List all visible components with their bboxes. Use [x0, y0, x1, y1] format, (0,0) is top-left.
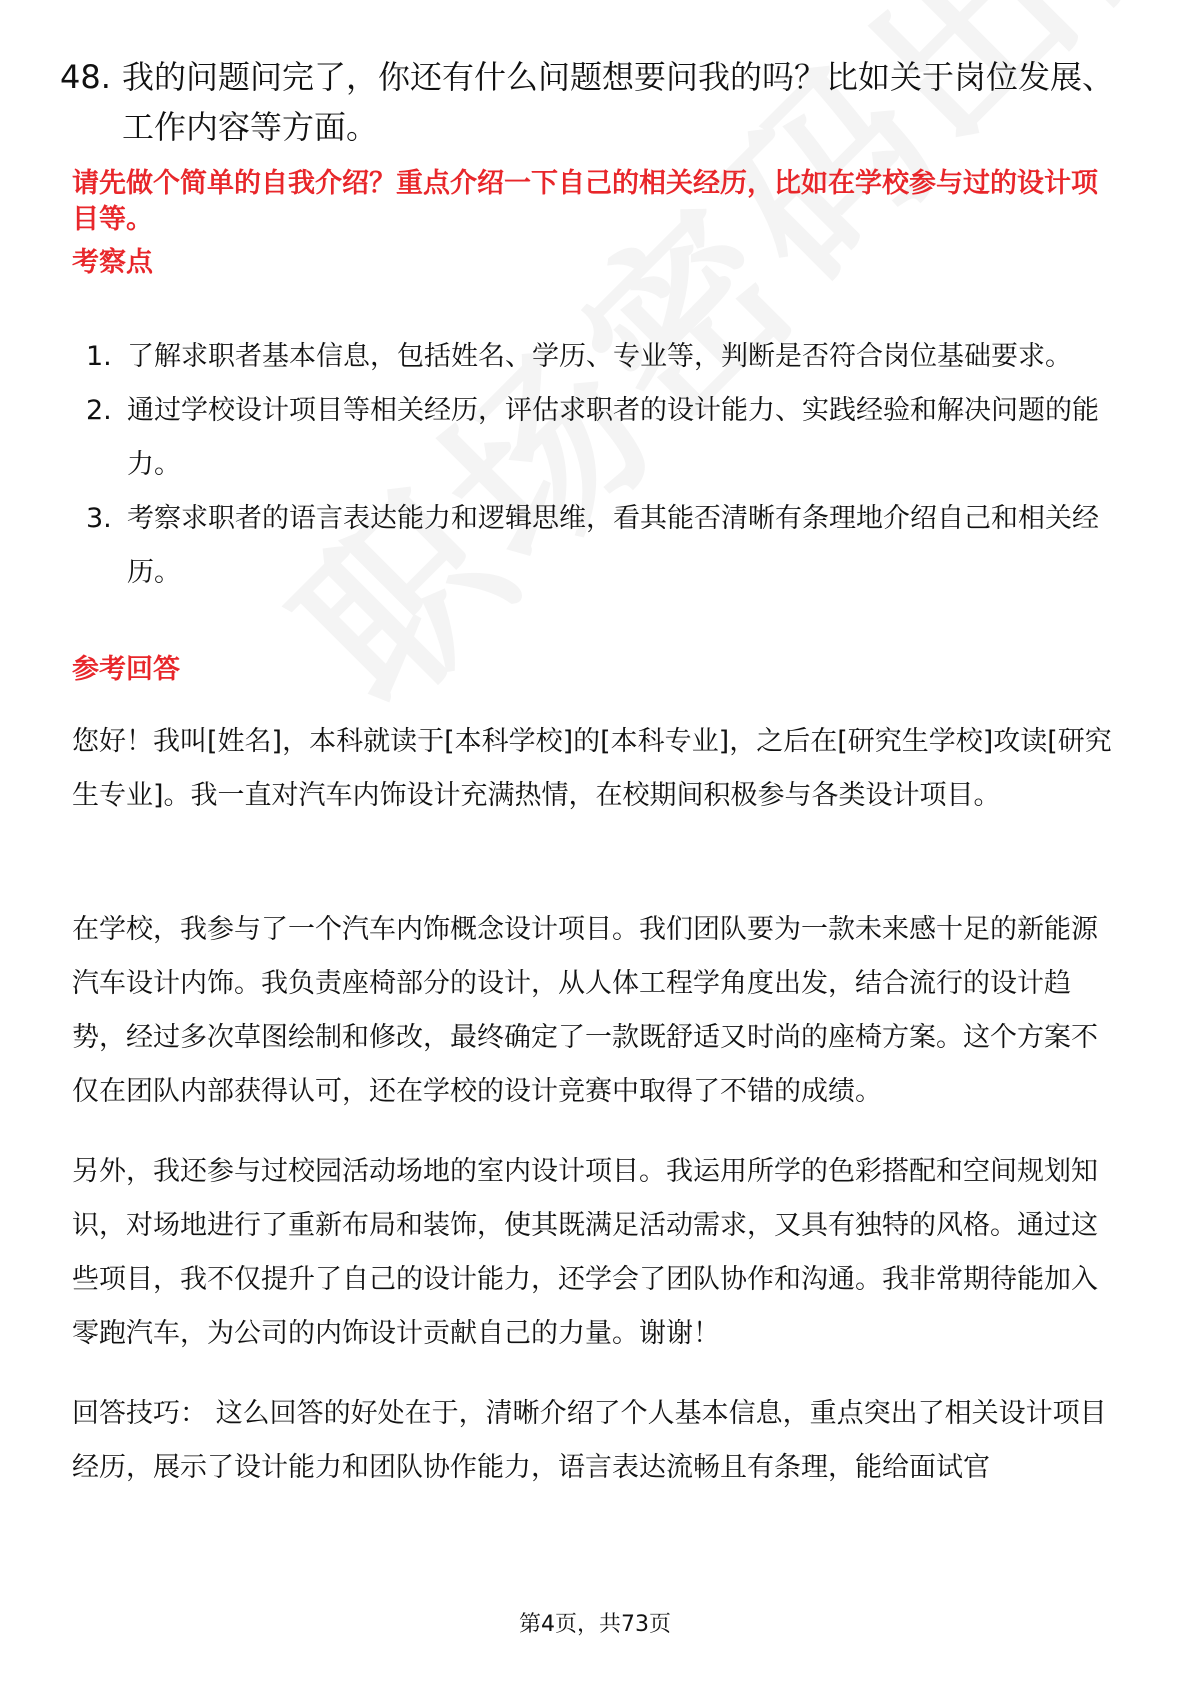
interview-question: 请先做个简单的自我介绍？重点介绍一下自己的相关经历，比如在学校参与过的设计项目等。 [72, 168, 1098, 235]
answer-paragraph-3: 另外，我还参与过校园活动场地的室内设计项目。我运用所学的色彩搭配和空间规划知识，对场地进行了重新布局和装饰，使其既满足活动需求，又具有独特的风格。通过这些项目，我不仅提升了自己的设计能力，还学会了团队协作和沟通。我非常期待能加入零跑汽车，为公司的内饰设计贡献自己的力量。谢谢！ [72, 1156, 1098, 1349]
list-item [72, 384, 1122, 492]
answer-paragraph-2: 在学校，我参与了一个汽车内饰概念设计项目。我们团队要为一款未来感十足的新能源汽车设计内饰。我负责座椅部分的设计，从人体工程学角度出发，结合流行的设计趋势，经过多次草图绘制和修改，最终确定了一款既舒适又时尚的座椅方案。这个方案不仅在团队内部获得认可，还在学校的设计竞赛中取得了不错的成绩。 [72, 914, 1098, 1107]
list-item [72, 492, 1122, 600]
answer-tips: 回答技巧： 这么回答的好处在于，清晰介绍了个人基本信息，重点突出了相关设计项目经历，展示了设计能力和团队协作能力，语言表达流畅且有条理，能给面试官 [72, 1398, 1107, 1483]
page-footer: 第4页，共73页 [519, 1612, 671, 1637]
examine-points-list [72, 330, 1122, 600]
list-item-text: 了解求职者基本信息，包括姓名、学历、专业等，判断是否符合岗位基础要求。 [127, 341, 1072, 372]
question-text: 我的问题问完了，你还有什么问题想要问我的吗？比如关于岗位发展、工作内容等方面。 [122, 58, 1115, 146]
answer-paragraph-1: 您好！我叫[姓名]，本科就读于[本科学校]的[本科专业]，之后在[研究生学校]攻读[研究生专业]。我一直对汽车内饰设计充满热情，在校期间积极参与各类设计项目。 [72, 726, 1112, 811]
list-item-index: 3. [86, 503, 112, 534]
list-item-text: 通过学校设计项目等相关经历，评估求职者的设计能力、实践经验和解决问题的能力。 [127, 395, 1099, 480]
list-item [72, 330, 1122, 384]
answer-section-title: 参考回答 [72, 654, 180, 685]
question-heading [60, 52, 1120, 152]
examine-section-title: 考察点 [72, 247, 153, 278]
list-item-index: 2. [86, 395, 112, 426]
question-number: 48. [60, 58, 111, 96]
list-item-index: 1. [86, 341, 112, 372]
list-item-text: 考察求职者的语言表达能力和逻辑思维，看其能否清晰有条理地介绍自己和相关经历。 [127, 503, 1099, 588]
